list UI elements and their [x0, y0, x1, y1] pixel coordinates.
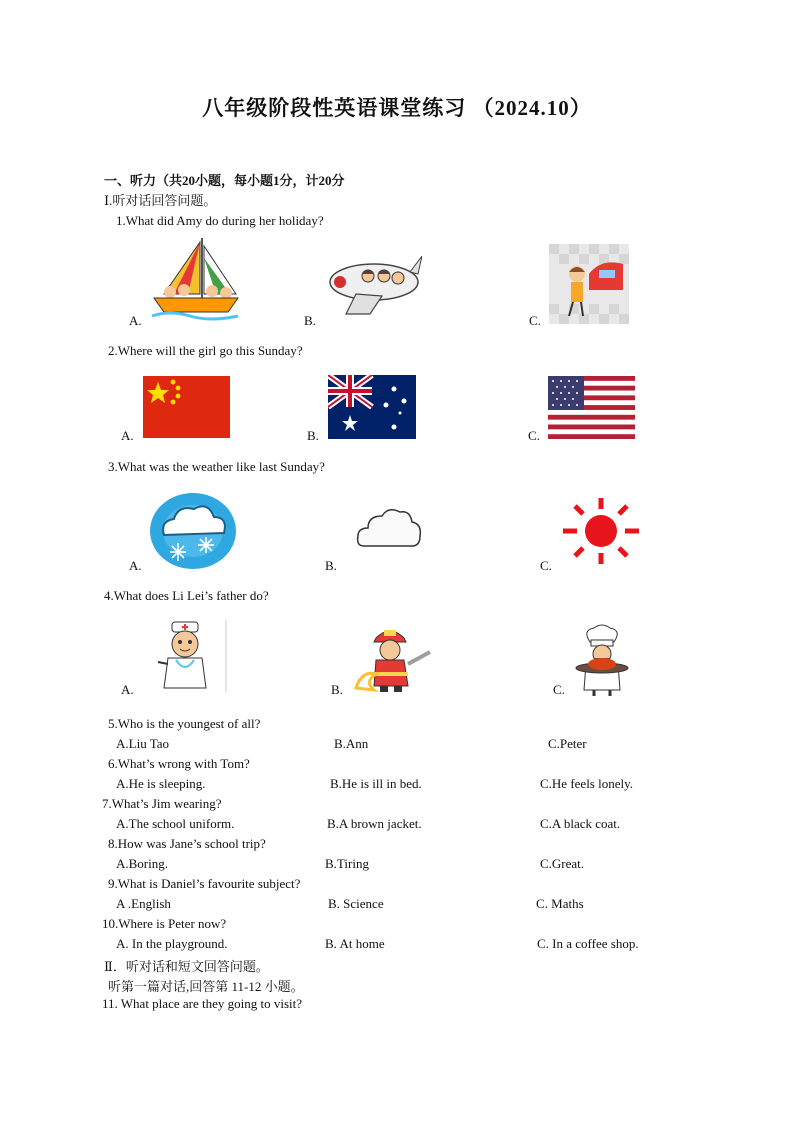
page-title: 八年级阶段性英语课堂练习 （2024.10） — [202, 96, 592, 120]
q1-option-b-label: B. — [304, 313, 316, 328]
q4-option-b-label: B. — [331, 682, 343, 697]
firefighter-icon — [352, 624, 436, 694]
q2-option-a-label: A. — [121, 428, 134, 443]
q4-option-a-label: A. — [121, 682, 134, 697]
section-heading-listening: 一、听力（共20小题，每小题1分，计20分 — [104, 173, 345, 188]
question-2: 2.Where will the girl go this Sunday? — [108, 343, 303, 358]
q8-option-b: B.Tiring — [325, 856, 369, 871]
q10-option-a: A. In the playground. — [116, 936, 228, 951]
q2-option-c-label: C. — [528, 428, 540, 443]
q10-option-c: C. In a coffee shop. — [537, 936, 639, 951]
question-4: 4.What does Li Lei’s father do? — [104, 588, 269, 603]
q5-option-b: B.Ann — [334, 736, 369, 751]
part1-heading: Ⅰ.听对话回答问题。 — [104, 193, 217, 208]
snow-icon — [148, 491, 238, 571]
q4-option-c-label: C. — [553, 682, 565, 697]
q8-option-a: A.Boring. — [116, 856, 168, 871]
train-station-icon — [549, 244, 629, 324]
q2-option-b-label: B. — [307, 428, 319, 443]
doctor-icon — [154, 618, 228, 694]
china-flag-icon — [143, 376, 230, 438]
question-8: 8.How was Jane’s school trip? — [108, 836, 266, 851]
question-7: 7.What’s Jim wearing? — [102, 796, 222, 811]
question-3: 3.What was the weather like last Sunday? — [108, 459, 325, 474]
question-10: 10.Where is Peter now? — [102, 916, 227, 931]
q6-option-a: A.He is sleeping. — [116, 776, 206, 791]
q3-option-b-label: B. — [325, 558, 337, 573]
q9-option-b: B. Science — [328, 896, 384, 911]
airplane-icon — [326, 254, 422, 318]
q6-option-c: C.He feels lonely. — [540, 776, 634, 791]
question-9: 9.What is Daniel’s favourite subject? — [108, 876, 301, 891]
australia-flag-icon — [328, 375, 416, 439]
q6-option-b: B.He is ill in bed. — [330, 776, 422, 791]
q9-option-c: C. Maths — [536, 896, 584, 911]
q7-option-c: C.A black coat. — [540, 816, 621, 831]
q3-option-c-label: C. — [540, 558, 552, 573]
sun-icon — [561, 496, 641, 566]
q5-option-c: C.Peter — [548, 736, 587, 751]
usa-flag-icon — [548, 376, 635, 439]
cloud-icon — [356, 506, 422, 550]
part2-instruction: 听第一篇对话,回答第 11-12 小题。 — [108, 979, 304, 994]
q1-option-a-label: A. — [129, 313, 142, 328]
q8-option-c: C.Great. — [540, 856, 585, 871]
q7-option-b: B.A brown jacket. — [327, 816, 422, 831]
q7-option-a: A.The school uniform. — [116, 816, 235, 831]
question-6: 6.What’s wrong with Tom? — [108, 756, 250, 771]
q5-option-a: A.Liu Tao — [116, 736, 170, 751]
question-5: 5.Who is the youngest of all? — [108, 716, 261, 731]
part2-heading: Ⅱ．听对话和短文回答问题。 — [104, 959, 269, 974]
sailboat-icon — [150, 236, 242, 322]
q9-option-a: A .English — [116, 896, 171, 911]
chef-icon — [572, 624, 632, 696]
q1-option-c-label: C. — [529, 313, 541, 328]
question-1: 1.What did Amy do during her holiday? — [116, 213, 324, 228]
q10-option-b: B. At home — [325, 936, 385, 951]
question-11: 11. What place are they going to visit? — [102, 996, 302, 1011]
q3-option-a-label: A. — [129, 558, 142, 573]
